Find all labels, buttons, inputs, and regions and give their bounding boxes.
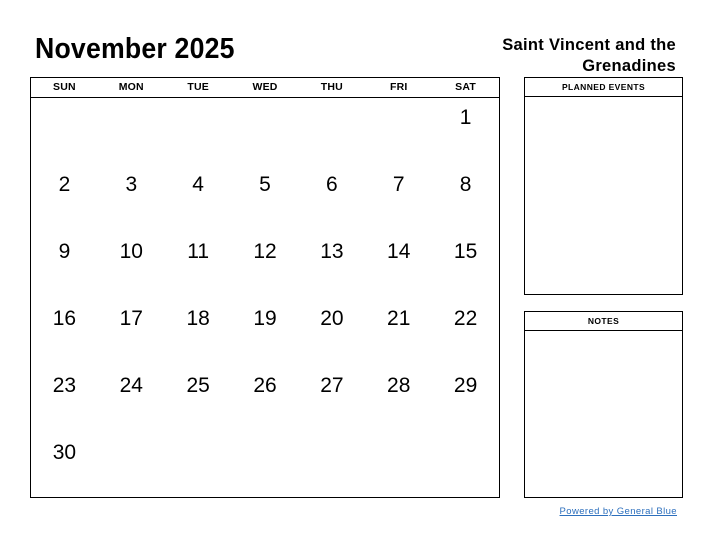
day-cell	[365, 98, 432, 165]
week-row	[31, 366, 499, 433]
day-cell	[298, 433, 365, 498]
day-cell: 8	[459, 173, 472, 196]
week-row	[31, 433, 499, 498]
calendar-grid	[30, 77, 500, 498]
day-cell: 30	[52, 441, 77, 464]
weekday-wed: WED	[252, 81, 278, 93]
week-row	[31, 98, 499, 165]
day-cell: 14	[387, 240, 411, 263]
page-title: November 2025	[35, 33, 235, 65]
day-cell: 1	[459, 106, 472, 129]
day-cell: 19	[253, 307, 277, 330]
weekday-fri: FRI	[389, 81, 408, 93]
day-cell	[432, 433, 499, 498]
day-cell	[98, 433, 165, 498]
day-cell: 11	[187, 240, 210, 263]
day-cell: 26	[253, 374, 277, 397]
day-cell	[298, 98, 365, 165]
day-cell: 23	[52, 374, 77, 397]
day-cell: 5	[259, 173, 271, 196]
powered-by-link[interactable]: Powered by General Blue	[559, 506, 677, 517]
day-cell: 4	[192, 173, 204, 196]
day-cell: 17	[119, 307, 143, 330]
planned-events-panel	[524, 77, 683, 295]
day-cell: 2	[58, 173, 71, 196]
day-cell: 28	[387, 374, 411, 397]
day-cell: 9	[58, 240, 71, 263]
day-grid	[31, 98, 499, 498]
day-cell: 16	[52, 307, 77, 330]
day-cell: 20	[320, 307, 344, 330]
day-cell: 29	[453, 374, 478, 397]
day-cell: 12	[253, 240, 277, 263]
day-cell	[232, 433, 299, 498]
day-cell	[98, 98, 165, 165]
week-row	[31, 232, 499, 299]
day-cell	[31, 98, 98, 165]
week-row	[31, 165, 499, 232]
day-cell	[165, 433, 232, 498]
notes-heading: NOTES	[525, 312, 682, 331]
day-cell: 7	[392, 173, 405, 196]
planned-events-heading: PLANNED EVENTS	[525, 78, 682, 97]
day-cell: 3	[125, 173, 138, 196]
day-cell: 21	[387, 307, 411, 330]
weekday-sat: SAT	[455, 81, 476, 93]
day-cell: 25	[186, 374, 210, 397]
day-cell	[232, 98, 299, 165]
day-cell: 22	[453, 307, 478, 330]
day-cell: 13	[320, 240, 344, 263]
weekday-header-row	[31, 78, 499, 98]
day-cell	[165, 98, 232, 165]
day-cell: 27	[320, 374, 344, 397]
day-cell: 18	[186, 307, 210, 330]
day-cell	[365, 433, 432, 498]
country-name: Saint Vincent and the Grenadines	[502, 36, 676, 75]
weekday-sun: SUN	[53, 81, 76, 93]
day-cell: 24	[119, 374, 143, 397]
day-cell: 15	[453, 240, 478, 263]
weekday-thu: THU	[320, 81, 343, 93]
weekday-tue: TUE	[187, 81, 209, 93]
weekday-mon: MON	[118, 81, 144, 93]
day-cell: 6	[326, 173, 338, 196]
week-row	[31, 299, 499, 366]
notes-panel	[524, 311, 683, 498]
day-cell: 10	[119, 240, 143, 263]
